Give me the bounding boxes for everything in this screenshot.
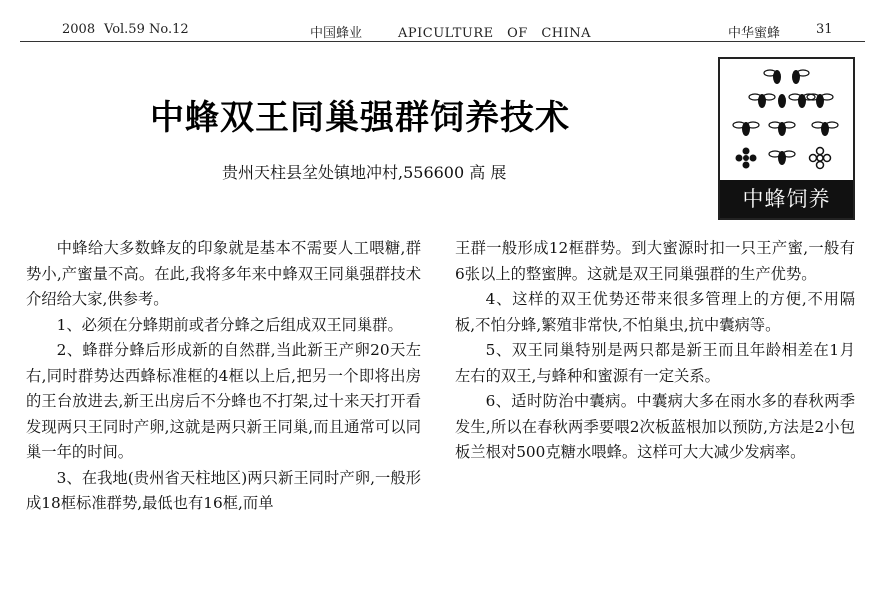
body-column-right: [455, 236, 855, 466]
article-title: 中蜂双王同巢强群饲养技术: [150, 98, 570, 138]
paragraph: 2、蜂群分蜂后形成新的自然群,当此新王产卵20天左右,同时群势达西蜂标准框的4框以上后,把另一个即将出房的王台放进去,新王出房后不分蜂也不打架,过十来天打开看发现两只王同时产卵,这就是两只新王同巢,而且通常可以同巢一年的时间。: [26, 341, 421, 461]
author-line: 贵州天柱县坌处镇地冲村,556600 高 展: [222, 163, 507, 182]
header-journal-cn: 中国蜂业: [310, 26, 363, 41]
body-column-left: [26, 236, 421, 517]
paragraph: 4、这样的双王优势还带来很多管理上的方便,不用隔板,不怕分蜂,繁殖非常快,不怕巢虫,抗中囊病等。: [455, 290, 855, 334]
header-volume: Vol.59 No.12: [104, 22, 189, 37]
paragraph: 1、必须在分蜂期前或者分蜂之后组成双王同巢群。: [56, 315, 403, 334]
header-section: 中华蜜蜂: [728, 26, 781, 41]
header-page-number: 31: [816, 22, 833, 37]
paragraph: 王群一般形成12框群势。到大蜜源时扣一只王产蜜,一般有6张以上的整蜜脾。这就是双王同巢强群的生产优势。: [455, 239, 855, 283]
paragraph: 6、适时防治中囊病。中囊病大多在雨水多的春秋两季发生,所以在春秋两季要喂2次板蓝根加以预防,方法是2小包板兰根对500克糖水喂蜂。这样可大大减少发病率。: [455, 392, 855, 461]
header-year: 2008: [62, 22, 96, 37]
running-header: [20, 22, 865, 42]
bee-pattern-icon: [720, 63, 853, 181]
logo-banner: 中蜂饲养: [720, 180, 853, 218]
paragraph: 5、双王同巢特别是两只都是新王而且年龄相差在1月左右的双王,与蜂种和蜜源有一定关系。: [455, 341, 855, 385]
paragraph: 中蜂给大多数蜂友的印象就是基本不需要人工喂糖,群势小,产蜜量不高。在此,我将多年来中蜂双王同巢强群技术介绍给大家,供参考。: [26, 239, 421, 308]
section-logo: [718, 57, 855, 220]
header-journal-en: APICULTURE OF CHINA: [398, 26, 592, 41]
header-rule: [20, 41, 865, 42]
paragraph: 3、在我地(贵州省天柱地区)两只新王同时产卵,一般形成18框标准群势,最低也有16框,而单: [26, 468, 421, 512]
